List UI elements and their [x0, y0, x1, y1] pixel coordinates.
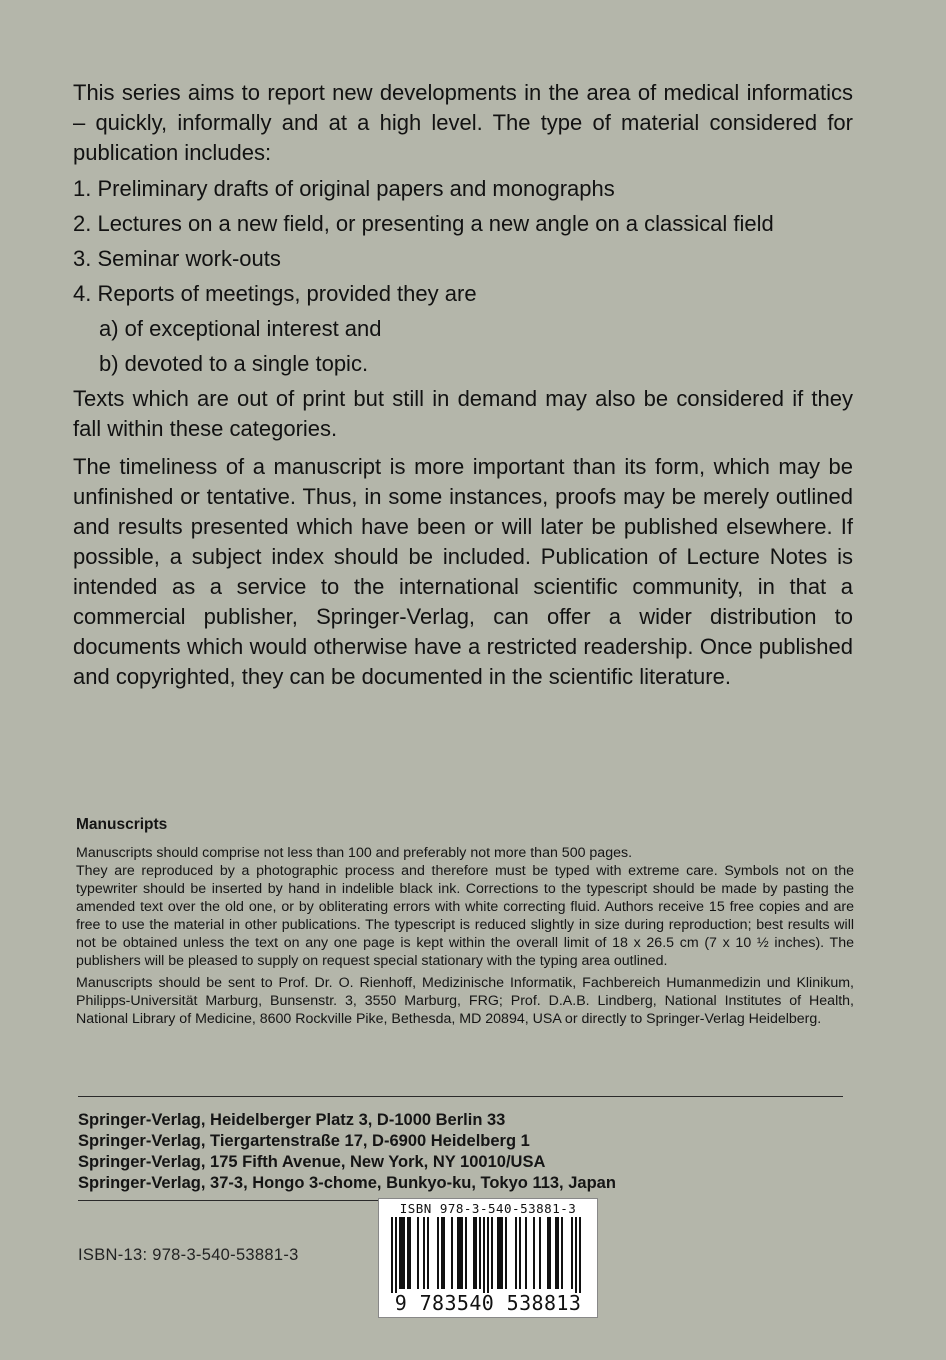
barcode-bar — [539, 1217, 541, 1289]
barcode-bar — [555, 1217, 557, 1289]
divider-top — [78, 1096, 843, 1097]
barcode-bar — [505, 1217, 507, 1289]
barcode-bar — [561, 1217, 563, 1289]
barcode-bar — [475, 1217, 477, 1289]
address-line: Springer-Verlag, Tiergartenstraße 17, D-6900 Heidelberg 1 — [78, 1132, 530, 1150]
manuscripts-typing-paragraph: They are reproduced by a photographic process and therefore must be typed with extreme care. Symbols not on the typewriter should be inserted by hand in indelible black ink. Corrections to the typescript should be made by pasting the amended text over the old one, or by obliterating errors with white correcting fluid. Authors receive 15 free copies and are free to use the material in other publications. The typescript is reduced slightly in size during reproduction; best results will not be obtained unless the text on any one page is kept within the overall limit of 18 x 26.5 cm (7 x 10 ½ inches). The publishers will be pleased to supply on request special stationary with the typing area outlined. — [76, 863, 854, 969]
material-list — [73, 174, 853, 379]
series-description — [73, 78, 853, 692]
barcode-bar — [399, 1217, 401, 1289]
barcode-bar — [515, 1217, 517, 1289]
list-subitem: a) of exceptional interest and — [99, 316, 382, 341]
manuscripts-section — [76, 816, 854, 1028]
barcode-bar — [487, 1217, 489, 1293]
barcode-bar — [391, 1217, 393, 1293]
barcode-bar — [473, 1217, 475, 1289]
barcode-bar — [547, 1217, 549, 1289]
barcode-bar — [479, 1217, 481, 1289]
barcode-bar — [549, 1217, 551, 1289]
barcode-bar — [427, 1217, 429, 1289]
barcode-bars — [379, 1217, 597, 1293]
manuscripts-address-paragraph: Manuscripts should be sent to Prof. Dr. O. Rienhoff, Medizinische Informatik, Fachbereich Humanmedizin und Klinikum, Philipps-Universität Marburg, Bunsenstr. 3, 3550 Marburg, FRG; Prof. D.A.B. Lindberg, National Institutes of Health, National Library of Medicine, 8600 Rockville Pike, Bethesda, MD 20894, USA or directly to Springer-Verlag Heidelberg. — [76, 975, 854, 1027]
barcode-bar — [395, 1217, 397, 1293]
barcode-bar — [519, 1217, 521, 1289]
timeliness-paragraph: The timeliness of a manuscript is more important than its form, which may be unfinished or tentative. Thus, in some instances, proofs may be merely outlined and results presented which have been or will later be published elsewhere. If possible, a subject index should be included. Publication of Lecture Notes is intended as a service to the international scientific community, in that a commercial publisher, Springer-Verlag, can offer a wider distribution to documents which would otherwise have a restricted readership. Once published and copyrighted, they can be documented in the scientific literature. — [73, 454, 853, 689]
barcode-isbn-text: ISBN 978-3-540-53881-3 — [399, 1201, 577, 1216]
isbn-barcode — [378, 1198, 598, 1318]
barcode-bar — [423, 1217, 425, 1289]
manuscripts-length-paragraph: Manuscripts should comprise not less than 100 and preferably not more than 500 pages. — [76, 845, 633, 861]
list-item: 2. Lectures on a new field, or presenting a new angle on a classical field — [73, 211, 774, 236]
isbn-13: ISBN-13: 978-3-540-53881-3 — [78, 1246, 299, 1264]
publisher-addresses — [78, 1110, 616, 1194]
barcode-bar — [441, 1217, 443, 1289]
barcode-bar — [417, 1217, 419, 1289]
barcode-bar — [401, 1217, 403, 1289]
barcode-bar — [579, 1217, 581, 1293]
intro-paragraph: This series aims to report new developments in the area of medical informatics – quickly, informally and at a high level. The type of material considered for publication includes: — [73, 80, 853, 165]
barcode-bar — [461, 1217, 463, 1289]
barcode-bar — [465, 1217, 467, 1289]
barcode-bar — [403, 1217, 405, 1289]
address-line: Springer-Verlag, Heidelberger Platz 3, D-1000 Berlin 33 — [78, 1111, 506, 1129]
address-line: Springer-Verlag, 37-3, Hongo 3-chome, Bunkyo-ku, Tokyo 113, Japan — [78, 1174, 616, 1192]
address-line: Springer-Verlag, 175 Fifth Avenue, New York, NY 10010/USA — [78, 1153, 546, 1171]
barcode-bar — [557, 1217, 559, 1289]
barcode-bar — [499, 1217, 501, 1289]
barcode-bar — [451, 1217, 453, 1289]
list-item: 1. Preliminary drafts of original papers and monographs — [73, 176, 615, 201]
barcode-bar — [533, 1217, 535, 1289]
barcode-bar — [501, 1217, 503, 1289]
barcode-bar — [457, 1217, 459, 1289]
barcode-bar — [571, 1217, 573, 1289]
barcode-bar — [575, 1217, 577, 1293]
list-item: 3. Seminar work-outs — [73, 246, 281, 271]
barcode-bar — [497, 1217, 499, 1289]
barcode-bar — [409, 1217, 411, 1289]
out-of-print-paragraph: Texts which are out of print but still in demand may also be considered if they fall within these categories. — [73, 386, 853, 441]
list-item: 4. Reports of meetings, provided they are — [73, 281, 477, 306]
barcode-digits: 9 783540 538813 — [394, 1291, 582, 1315]
barcode-bar — [483, 1217, 485, 1293]
manuscripts-heading: Manuscripts — [76, 816, 168, 833]
barcode-bar — [491, 1217, 493, 1289]
list-subitem: b) devoted to a single topic. — [99, 351, 369, 376]
barcode-bar — [525, 1217, 527, 1289]
barcode-bar — [437, 1217, 439, 1289]
barcode-bar — [443, 1217, 445, 1289]
barcode-bar — [407, 1217, 409, 1289]
divider-bottom — [78, 1200, 378, 1201]
barcode-bar — [459, 1217, 461, 1289]
